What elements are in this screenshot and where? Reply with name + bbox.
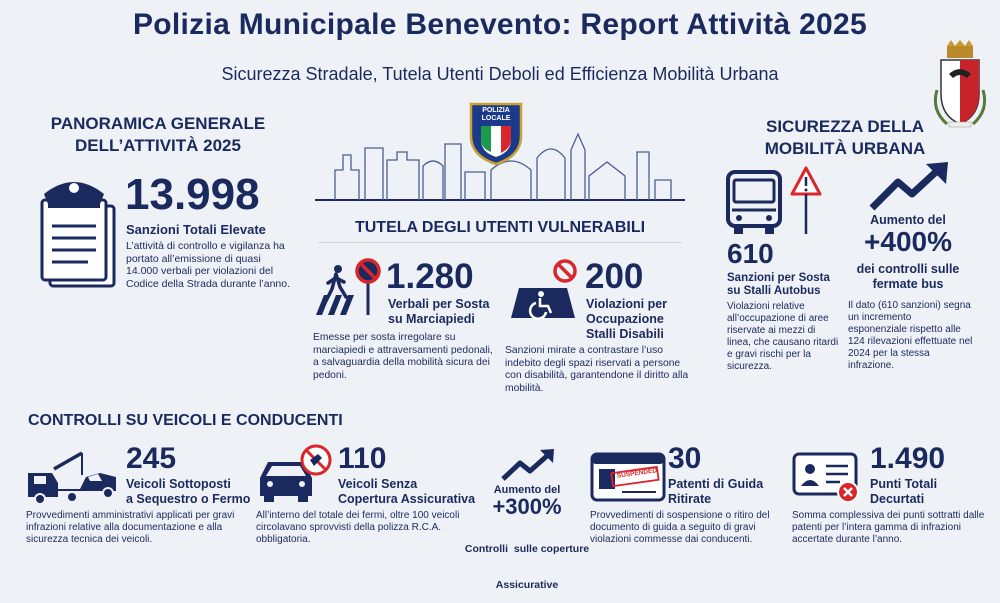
overview-heading-line1: PANORAMICA GENERALE [50, 114, 266, 133]
uninsured-label [338, 477, 475, 507]
uninsured-label-line1: Veicoli Senza [338, 477, 418, 491]
seized-description: Provvedimenti amministrativi applicati per gravi infrazioni relative alla documentazione e alla sicurezza tecnica dei veicoli. [26, 510, 235, 545]
points-label [870, 477, 937, 507]
badge-line2: LOCALE [481, 115, 511, 122]
sidewalk-value: 1.280 [386, 257, 474, 296]
increase-label [845, 262, 971, 292]
licenses-label-line2: Ritirate [668, 492, 712, 506]
points-label-line2: Decurtati [870, 492, 925, 506]
overview-label: Sanzioni Totali Elevate [126, 222, 266, 237]
insurance-increase-label-line2: Assicurative [495, 579, 559, 591]
sidewalk-label-line2: su Marciapiedi [388, 312, 475, 326]
insurance-increase-label [452, 519, 602, 603]
police-badge-text [467, 107, 525, 123]
uninsured-car-icon [256, 444, 336, 504]
mobility-heading [740, 116, 950, 160]
uninsured-value: 110 [338, 442, 387, 475]
increase-label-top: Aumento del [870, 213, 946, 227]
points-description: Somma complessiva dei punti sottratti dalle patenti per l’intera gamma di infrazioni accertate durante l’anno. [792, 510, 985, 545]
overview-value: 13.998 [125, 170, 260, 219]
police-documents-icon [28, 172, 123, 290]
disabled-label-line2: Occupazione [586, 312, 664, 326]
points-value: 1.490 [870, 442, 946, 475]
overview-description: L’attività di controllo e vigilanza ha portato all’emissione di quasi 14.000 verbali per violazioni del Codice della Strada durante l’anno. [126, 240, 291, 290]
suspended-stamp: SUSPENDED [616, 467, 658, 480]
bus-label-line2: su Stalli Autobus [727, 285, 821, 297]
increase-label-line1: dei controlli sulle [856, 262, 960, 276]
disabled-label-line3: Stalli Disabili [586, 327, 664, 341]
mobility-heading-line2: MOBILITÀ URBANA [764, 139, 926, 158]
badge-line1: POLIZIA [482, 107, 510, 114]
trend-up-arrow-icon [868, 160, 950, 212]
mobility-heading-line1: SICUREZZA DELLA [765, 117, 925, 136]
licenses-label [668, 477, 763, 507]
disabled-label-line1: Violazioni per [586, 297, 668, 311]
overview-heading-line2: DELL’ATTIVITÀ 2025 [75, 136, 241, 155]
licenses-label-line1: Patenti di Guida [668, 477, 764, 491]
increase-value: +400% [864, 226, 952, 257]
tow-truck-icon [24, 447, 120, 505]
licenses-description: Provvedimenti di sospensione o ritiro del documento di guida a seguito di gravi violazioni commesse dai conducenti. [590, 510, 770, 545]
disabled-label [586, 297, 667, 342]
sidewalk-description: Emesse per sosta irregolare su marciapiedi e attraversamenti pedonali, a salvaguardia della mobilità sicura dei pedoni. [313, 332, 493, 381]
disabled-parking-icon [505, 258, 580, 323]
insurance-increase-label-top: Aumento del [493, 484, 561, 496]
vulnerable-heading: TUTELA DEGLI UTENTI VULNERABILI [354, 219, 646, 236]
insurance-trend-arrow-icon [500, 447, 556, 483]
disabled-description: Sanzioni mirate a contrastare l’uso indebito degli spazi riservati a persone con disabilità, garantendone il diritto alla mobilità. [505, 345, 689, 394]
license-points-icon [792, 452, 862, 504]
sidewalk-label-line1: Verbali per Sosta [388, 297, 490, 311]
increase-description: Il dato (610 sanzioni) segna un incremento esponenziale rispetto alle 124 rilevazioni effettuate nel 2024 per la stessa infrazione. [848, 300, 973, 371]
increase-label-line2: fermate bus [872, 277, 944, 291]
page-title: Polizia Municipale Benevento: Report Attività 2025 [132, 8, 868, 41]
uninsured-label-line2: Copertura Assicurativa [338, 492, 476, 506]
page-subtitle: Sicurezza Stradale, Tutela Utenti Deboli ed Efficienza Mobilità Urbana [221, 64, 779, 84]
bus-description: Violazioni relative all’occupazione di aree riservate ai mezzi di linea, che causano ritardi e gravi rischi per la sicurezza. [727, 301, 839, 372]
vulnerable-divider [318, 242, 682, 243]
uninsured-description: All’interno del totale dei fermi, oltre 100 veicoli circolavano sprovvisti della polizza R.C.A. obbligatoria. [256, 510, 460, 545]
points-label-line1: Punti Totali [870, 477, 938, 491]
disabled-value: 200 [585, 257, 644, 296]
bus-warning-icon [724, 166, 824, 236]
insurance-increase-value: +300% [492, 494, 562, 519]
seized-label-line2: a Sequestro o Fermo [126, 492, 251, 506]
insurance-increase-label-line1: Controlli sulle coperture [464, 543, 590, 555]
bus-label [727, 272, 830, 298]
sidewalk-label [388, 297, 489, 327]
seized-label-line1: Veicoli Sottoposti [126, 477, 231, 491]
vehicles-heading: CONTROLLI SU VEICOLI E CONDUCENTI [28, 412, 343, 429]
overview-heading [38, 113, 278, 157]
bus-value: 610 [727, 238, 774, 269]
seized-label [126, 477, 250, 507]
bus-label-line1: Sanzioni per Sosta [727, 272, 830, 284]
licenses-value: 30 [668, 442, 702, 475]
pedestrian-no-parking-icon [312, 257, 382, 319]
seized-value: 245 [126, 442, 177, 475]
